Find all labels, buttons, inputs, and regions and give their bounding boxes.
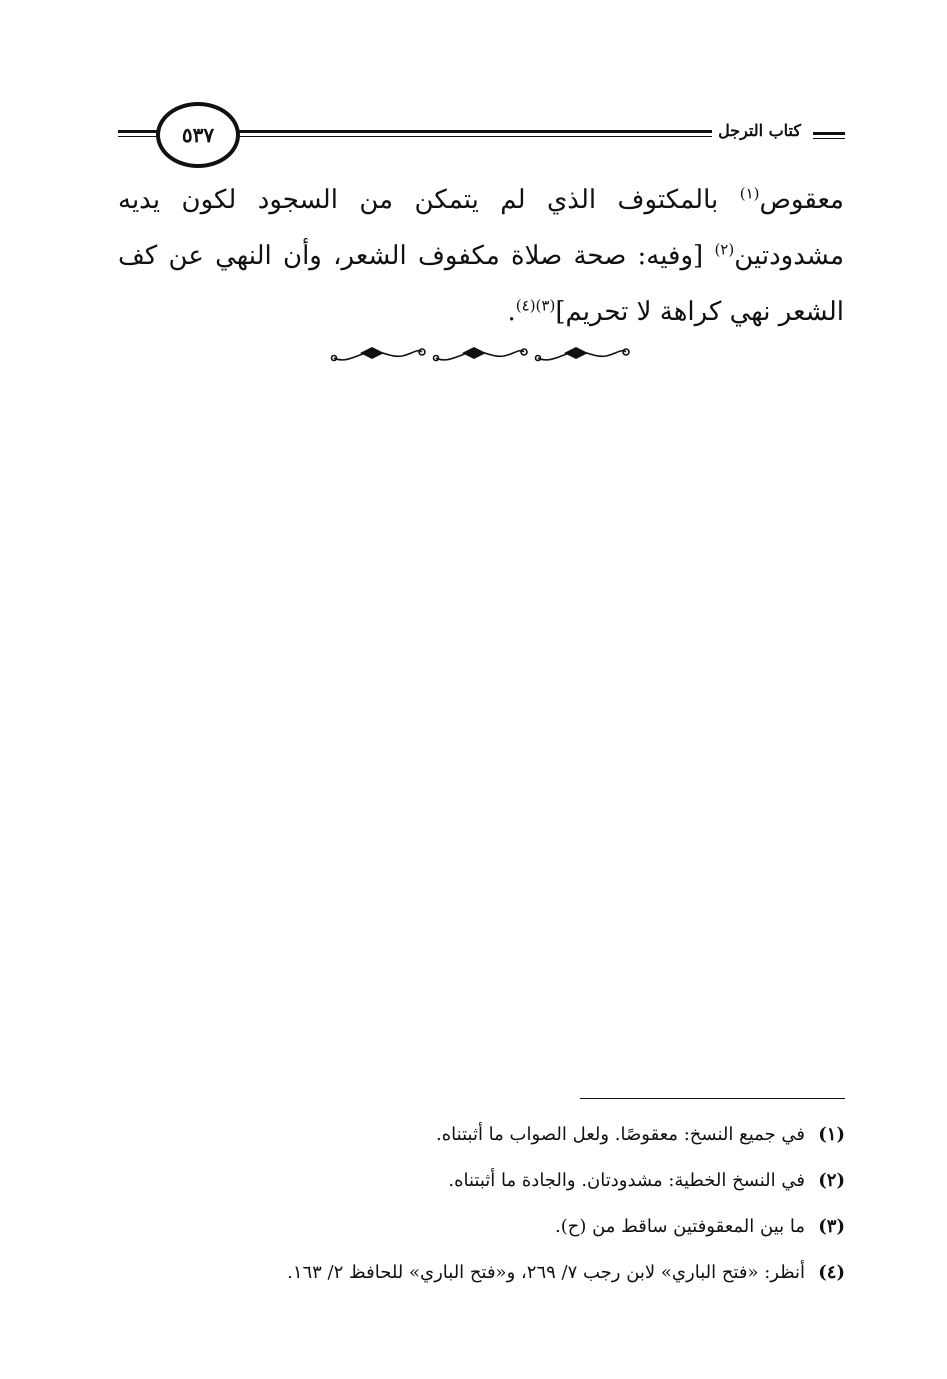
text-segment: معقوص	[759, 185, 844, 215]
footnote-text: ما بين المعقوفتين ساقط من (ح).	[554, 1216, 805, 1237]
footnote-number: (٢)	[818, 1170, 845, 1191]
footnote-ref-2: (٢)	[714, 240, 735, 259]
text-line-3	[118, 284, 844, 340]
ornament-leaf	[360, 347, 384, 359]
footnote-1	[140, 1112, 845, 1158]
footnote-2	[140, 1158, 845, 1204]
page-header	[118, 102, 845, 172]
text-line-1	[118, 172, 844, 228]
text-segment: [وفيه: صحة صلاة مكفوف الشعر، وأن النهي عن كف	[118, 241, 715, 271]
footnote-text: أنظر: «فتح الباري» لابن رجب ٧/ ٢٦٩، و«فتح الباري» للحافظ ٢/ ١٦٣.	[287, 1262, 805, 1283]
text-segment: بالمكتوف الذي لم يتمكن من السجود لكون يديه	[118, 185, 740, 215]
text-segment: مشدودتين	[734, 241, 844, 271]
text-segment: .	[507, 297, 516, 327]
main-text	[118, 172, 844, 340]
page-number: ٥٣٧	[156, 102, 240, 168]
footnote-3	[140, 1204, 845, 1250]
ornament-leaf	[462, 347, 486, 359]
footnote-text: في النسخ الخطية: مشدودتان. والجادة ما أثبتناه.	[448, 1170, 805, 1191]
footnote-number: (٤)	[818, 1262, 845, 1283]
footnote-ref-1: (١)	[739, 184, 760, 203]
section-end-ornament	[326, 340, 636, 366]
footnote-text: في جميع النسخ: معقوصًا. ولعل الصواب ما أثبتناه.	[436, 1124, 805, 1145]
ornament-leaf	[564, 347, 588, 359]
footnote-number: (٣)	[818, 1216, 845, 1237]
footnotes	[140, 1112, 845, 1296]
footnote-number: (١)	[818, 1124, 845, 1145]
footnote-ref-3-4: (٣)(٤)	[515, 296, 556, 315]
footnote-4	[140, 1250, 845, 1296]
text-line-2	[118, 228, 844, 284]
header-rule-right	[813, 132, 845, 139]
text-segment: الشعر نهي كراهة لا تحريم]	[555, 297, 844, 327]
running-title: كتاب الترجل	[712, 121, 807, 140]
footnote-separator	[580, 1098, 845, 1099]
